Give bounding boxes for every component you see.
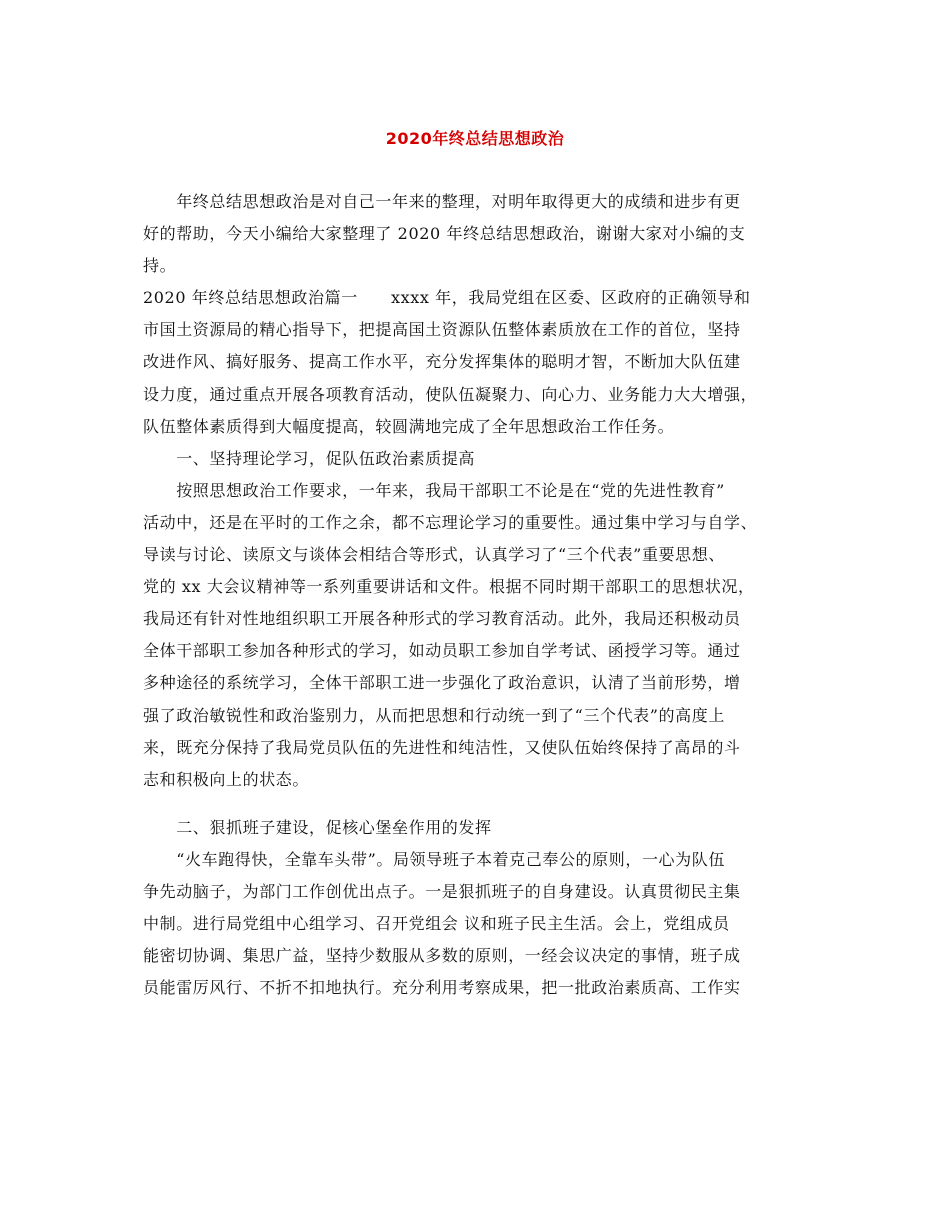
body-line: 我局还有针对性地组织职工开展各种形式的学习教育活动。此外，我局还积极动员 bbox=[143, 609, 741, 629]
body-line: 2020 年终总结思想政治篇一 xxxx 年，我局党组在区委、区政府的正确领导和 bbox=[143, 288, 751, 308]
body-line: 志和积极向上的状态。 bbox=[143, 769, 310, 789]
paragraph-gap bbox=[143, 796, 815, 812]
body-line: 全体干部职工参加各种形式的学习，如动员职工参加自学考试、函授学习等。通过 bbox=[143, 641, 741, 661]
document-title: 2020年终总结思想政治 bbox=[385, 129, 565, 148]
body-line: 员能雷厉风行、不折不扣地执行。充分利用考察成果，把一批政治素质高、工作实 bbox=[143, 978, 741, 998]
body-line: 中制。进行局党组中心组学习、召开党组会 议和班子民主生活。会上，党组成员 bbox=[143, 914, 730, 934]
body-line: 按照思想政治工作要求，一年来，我局干部职工不论是在“党的先进性教育” bbox=[143, 480, 725, 500]
body-line: 强了政治敏锐性和政治鉴别力，从而把思想和行动统一到了“三个代表”的高度上 bbox=[143, 705, 725, 725]
section-heading: 一、坚持理论学习，促队伍政治素质提高 bbox=[143, 448, 476, 468]
document-body bbox=[143, 186, 815, 1004]
body-line: “火车跑得快，全靠车头带”。局领导班子本着克己奉公的原则，一心为队伍 bbox=[143, 849, 725, 869]
body-line: 持。 bbox=[143, 256, 177, 276]
body-line: 多种途径的系统学习，全体干部职工进一步强化了政治意识，认清了当前形势，增 bbox=[143, 673, 741, 693]
body-line: 队伍整体素质得到大幅度提高，较圆满地完成了全年思想政治工作任务。 bbox=[143, 416, 675, 436]
body-line: 导读与讨论、读原文与谈体会相结合等形式，认真学习了“三个代表”重要思想、 bbox=[143, 545, 725, 565]
body-line: 设力度，通过重点开展各项教育活动，使队伍凝聚力、向心力、业务能力大大增强， bbox=[143, 384, 758, 404]
body-line: 争先动脑子，为部门工作创优出点子。一是狠抓班子的自身建设。认真贯彻民主集 bbox=[143, 881, 741, 901]
body-line: 好的帮助，今天小编给大家整理了 2020 年终总结思想政治，谢谢大家对小编的支 bbox=[143, 224, 746, 244]
body-line: 年终总结思想政治是对自己一年来的整理，对明年取得更大的成绩和进步有更 bbox=[143, 192, 741, 211]
body-line: 改进作风、搞好服务、提高工作水平，充分发挥集体的聪明才智，不断加大队伍建 bbox=[143, 352, 741, 372]
body-line: 来，既充分保持了我局党员队伍的先进性和纯洁性，又使队伍始终保持了高昂的斗 bbox=[143, 737, 741, 757]
body-line: 能密切协调、集思广益，坚持少数服从多数的原则，一经会议决定的事情，班子成 bbox=[143, 946, 741, 966]
body-line: 党的 xx 大会议精神等一系列重要讲话和文件。根据不同时期干部职工的思想状况， bbox=[143, 577, 755, 597]
body-line: 市国土资源局的精心指导下，把提高国土资源队伍整体素质放在工作的首位，坚持 bbox=[143, 320, 741, 340]
section-heading: 二、狠抓班子建设，促核心堡垒作用的发挥 bbox=[143, 817, 492, 837]
body-line: 活动中，还是在平时的工作之余，都不忘理论学习的重要性。通过集中学习与自学、 bbox=[143, 512, 758, 532]
